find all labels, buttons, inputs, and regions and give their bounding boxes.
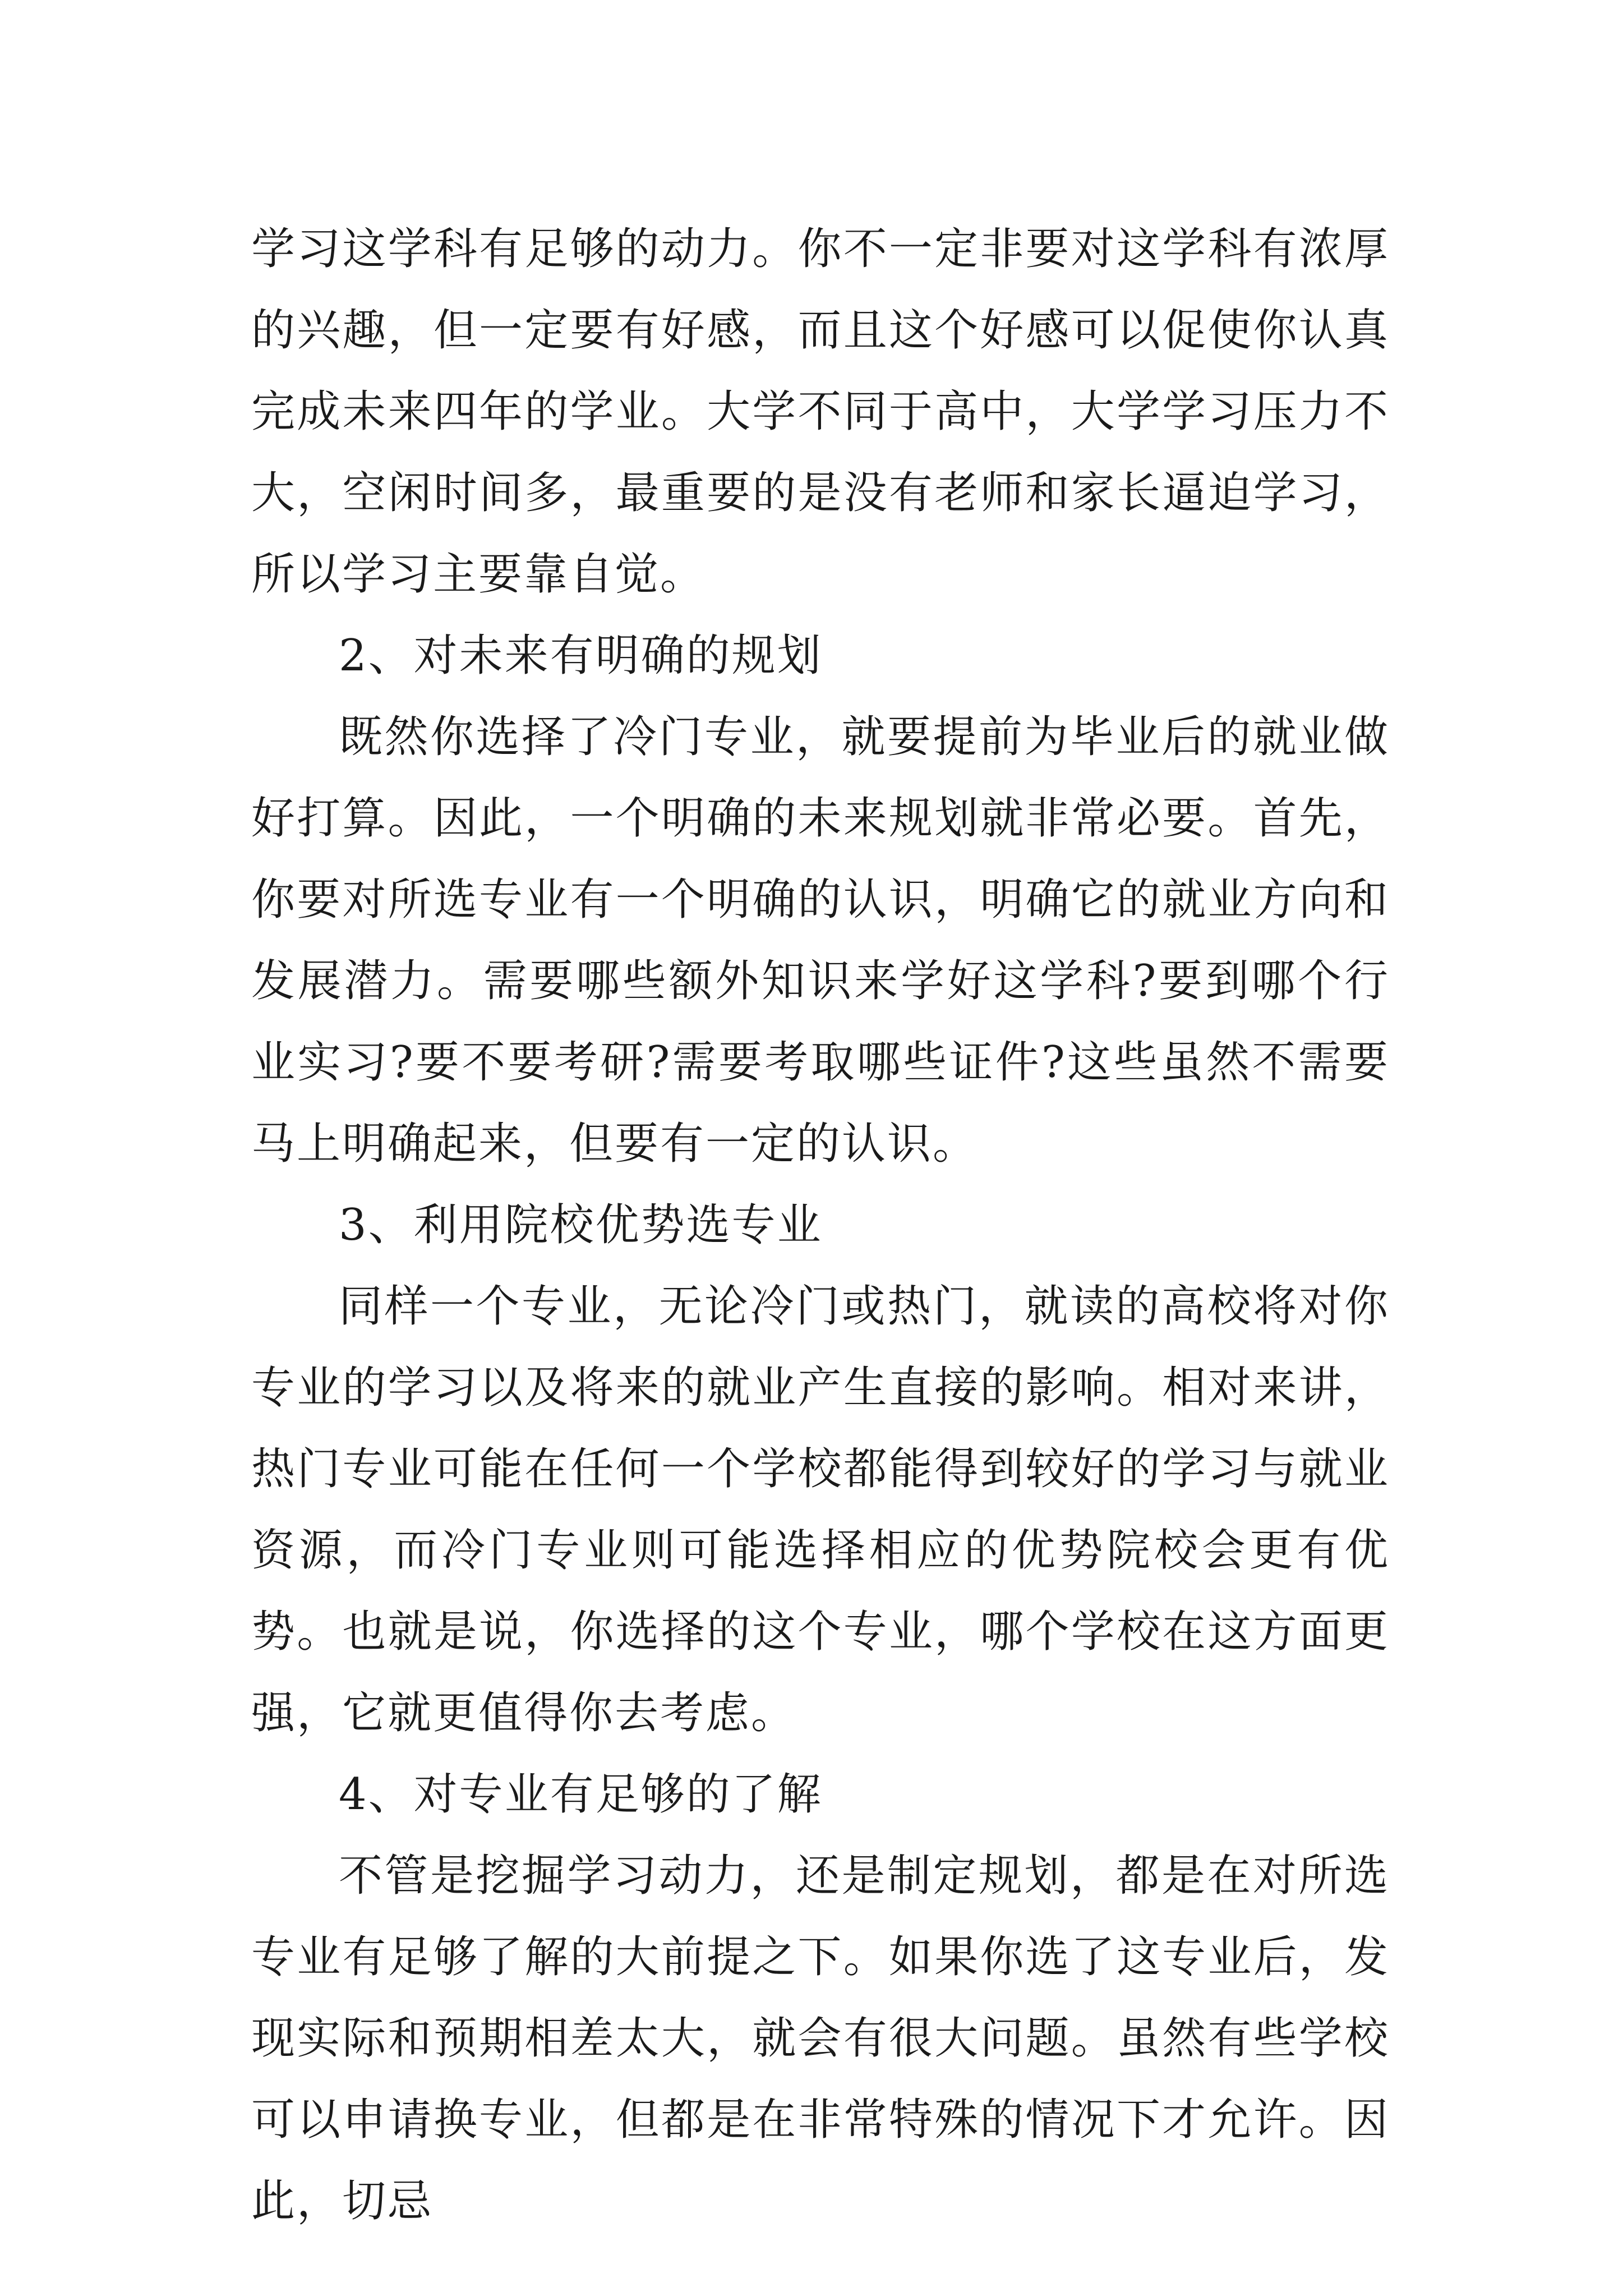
section-heading: 4、对专业有足够的了解 xyxy=(339,1769,823,1820)
body-paragraph: 既然你选择了冷门专业，就要提前为毕业后的就业做好打算。因此，一个明确的未来规划就非常必要。首先，你要对所选专业有一个明确的认识，明确它的就业方向和发展潜力。需要哪些额外知识来学好这学科?要到哪个行业实习?要不要考研?需要考取哪些证件?这些虽然不需要马上明确起来，但要有一定的认识。 xyxy=(251,712,1390,1169)
section-heading: 2、对未来有明确的规划 xyxy=(339,631,823,681)
body-paragraph: 同样一个专业，无论冷门或热门，就读的高校将对你专业的学习以及将来的就业产生直接的影响。相对来讲，热门专业可能在任何一个学校都能得到较好的学习与就业资源，而冷门专业则可能选择相应的优势院校会更有优势。也就是说，你选择的这个专业，哪个学校在这方面更强，它就更值得你去考虑。 xyxy=(251,1281,1390,1738)
section-heading: 3、利用院校优势选专业 xyxy=(339,1200,823,1250)
body-paragraph: 学习这学科有足够的动力。你不一定非要对这学科有浓厚的兴趣，但一定要有好感，而且这个好感可以促使你认真完成未来四年的学业。大学不同于高中，大学学习压力不大，空闲时间多，最重要的是没有老师和家长逼迫学习，所以学习主要靠自觉。 xyxy=(251,224,1390,600)
body-paragraph: 不管是挖掘学习动力，还是制定规划，都是在对所选专业有足够了解的大前提之下。如果你选了这专业后，发现实际和预期相差太大，就会有很大问题。虽然有些学校可以申请换专业，但都是在非常特殊的情况下才允许。因此，切忌 xyxy=(251,1851,1390,2226)
document-body xyxy=(251,209,1390,2242)
